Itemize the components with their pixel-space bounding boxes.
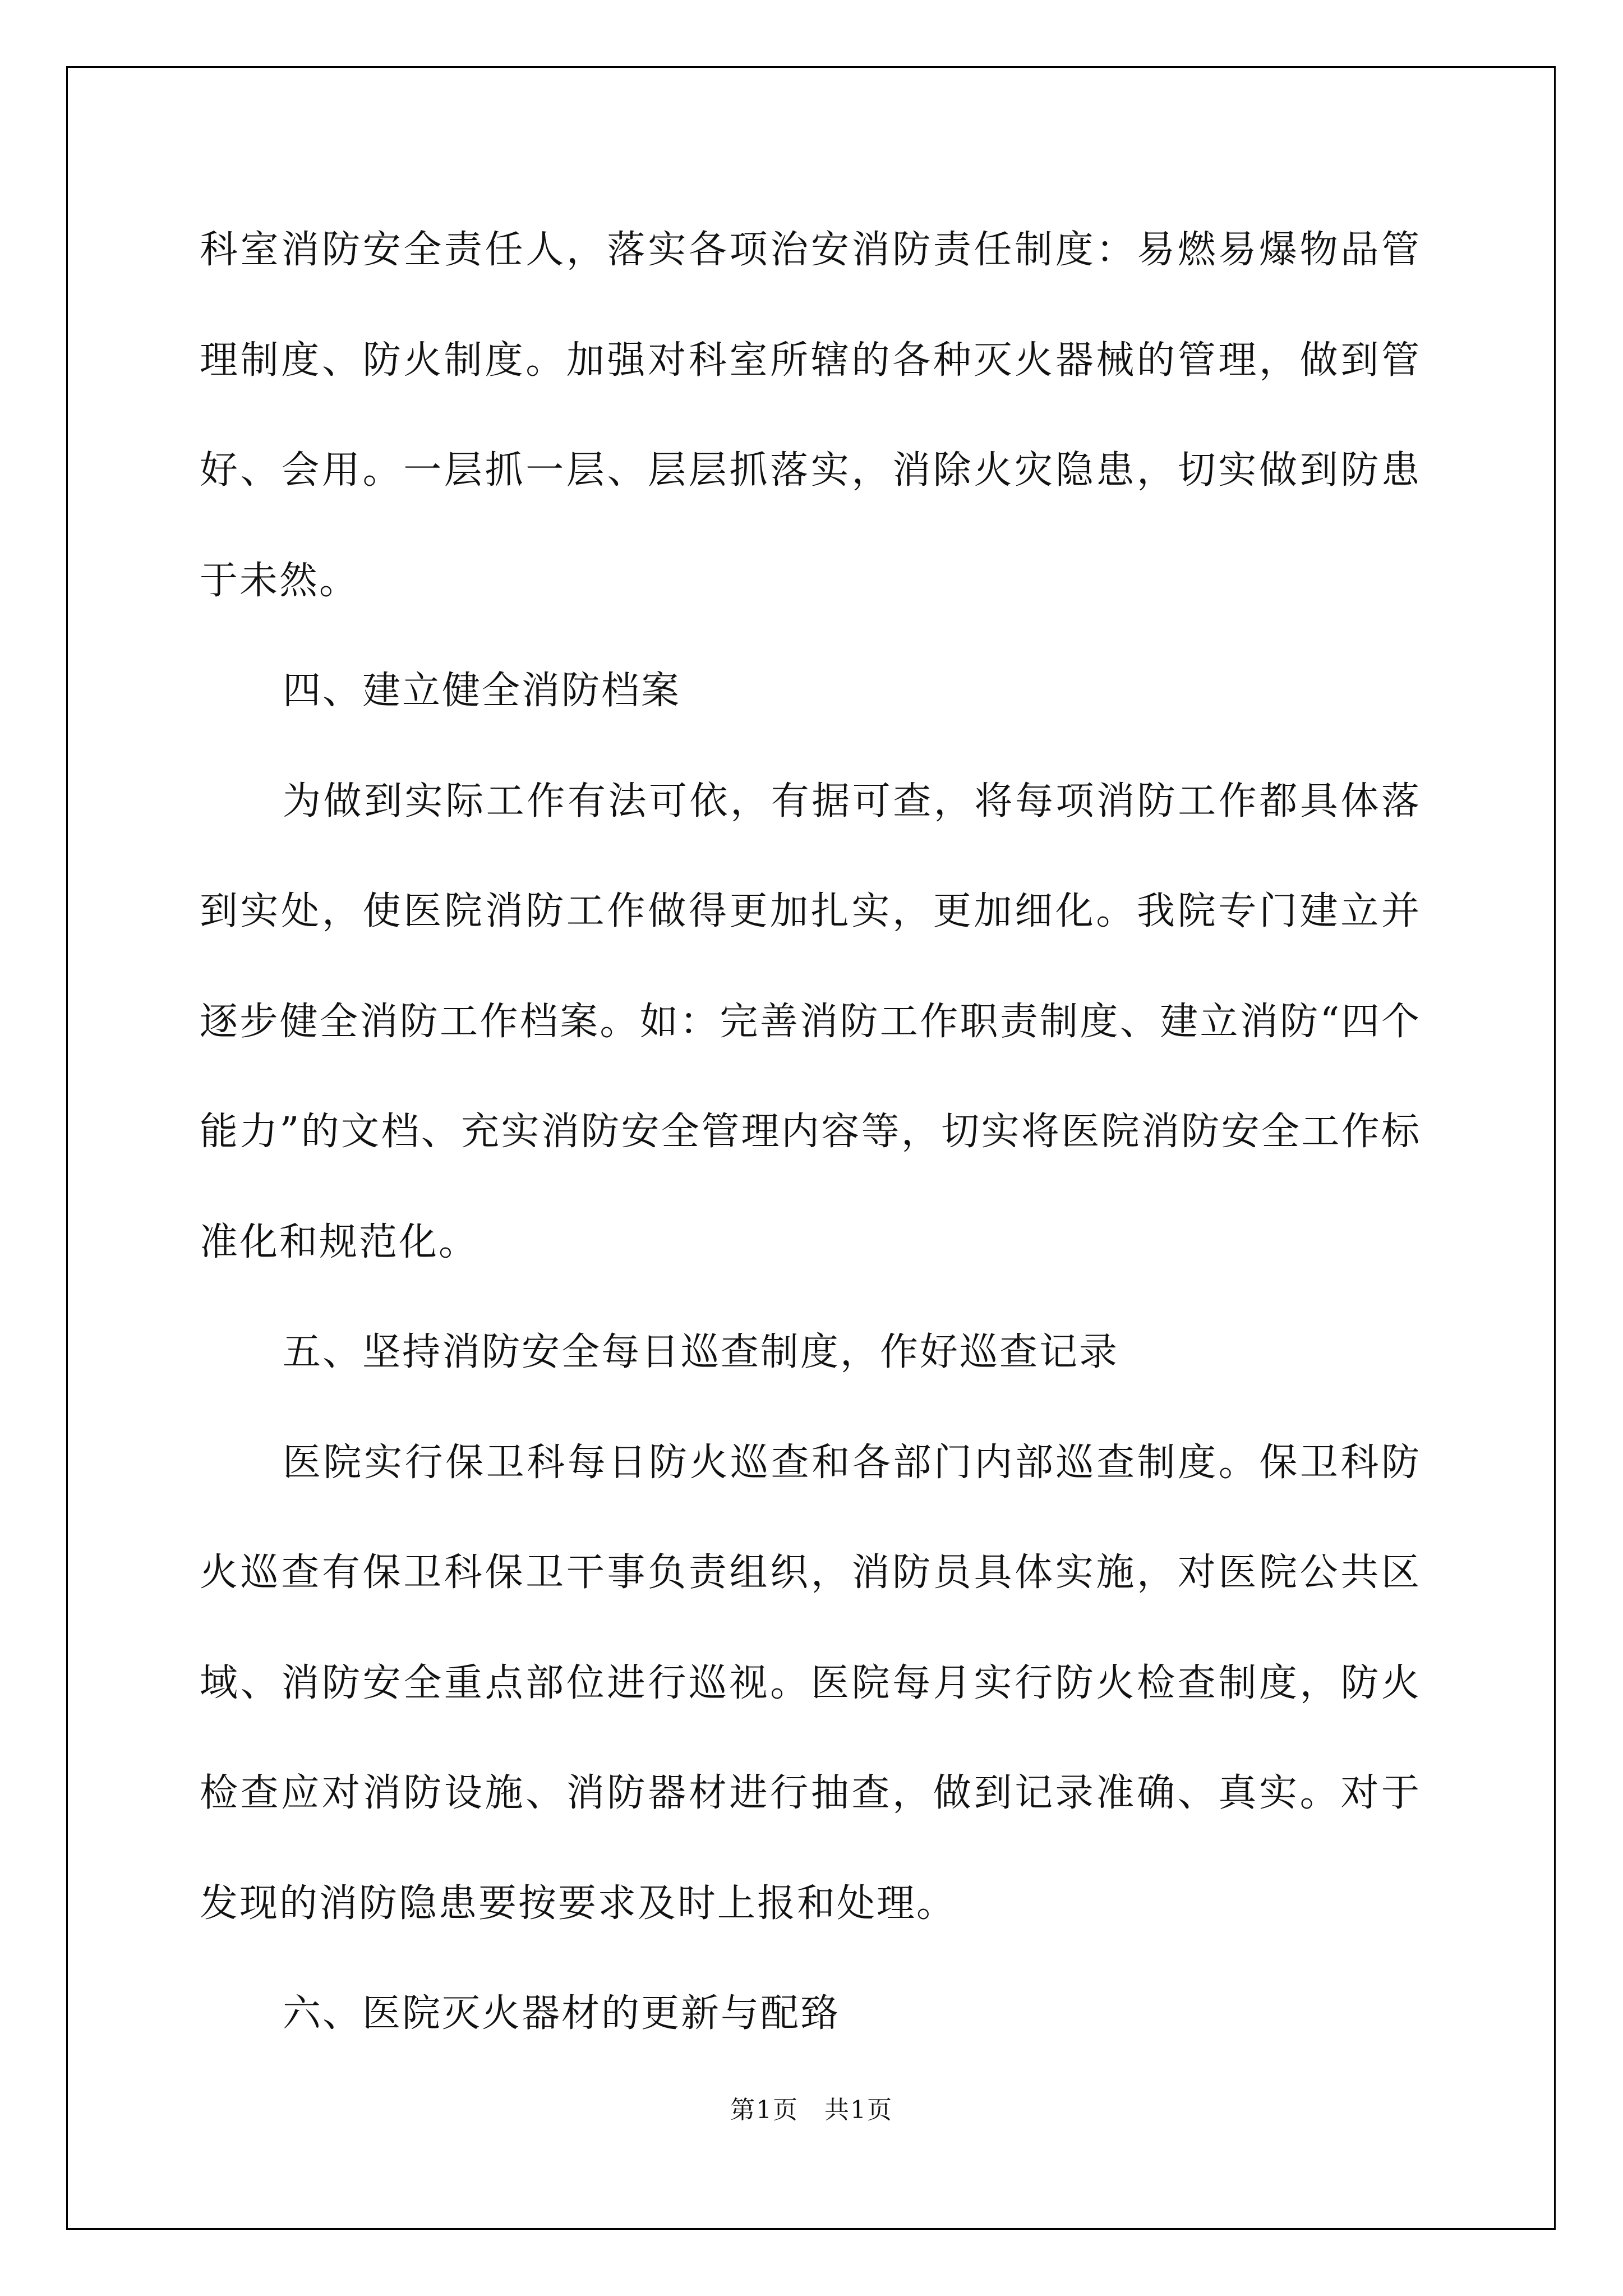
page-number-footer: 第1页 共1页 <box>730 2096 893 2124</box>
paragraph-daily-inspection: 医院实行保卫科每日防火巡查和各部门内部巡查制度。保卫科防火巡查有保卫科保卫干事负责组织，消防员具体实施，对医院公共区域、消防安全重点部位进行巡视。医院每月实行防火检查制度，防火检查应对消防设施、消防器材进行抽查，做到记录准确、真实。对于发现的消防隐患要按要求及时上报和处理。 <box>200 1440 1421 1926</box>
paragraph-fire-responsibility: 科室消防安全责任人，落实各项治安消防责任制度：易燃易爆物品管理制度、防火制度。加强对科室所辖的各种灭火器械的管理，做到管好、会用。一层抓一层、层层抓落实，消除火灾隐患，切实做到防患于未然。 <box>200 228 1421 603</box>
heading-equipment-update: 六、医院灭火器材的更新与配臵 <box>283 1991 841 2036</box>
heading-fire-archives: 四、建立健全消防档案 <box>283 669 681 713</box>
paragraph-fire-archives: 为做到实际工作有法可依，有据可查，将每项消防工作都具体落到实处，使医院消防工作做得更加扎实，更加细化。我院专门建立并逐步健全消防工作档案。如：完善消防工作职责制度、建立消防“四个能力”的文档、充实消防安全管理内容等，切实将医院消防安全工作标准化和规范化。 <box>200 779 1421 1264</box>
document-body <box>200 195 1421 2069</box>
heading-daily-inspection: 五、坚持消防安全每日巡查制度，作好巡查记录 <box>283 1330 1119 1374</box>
